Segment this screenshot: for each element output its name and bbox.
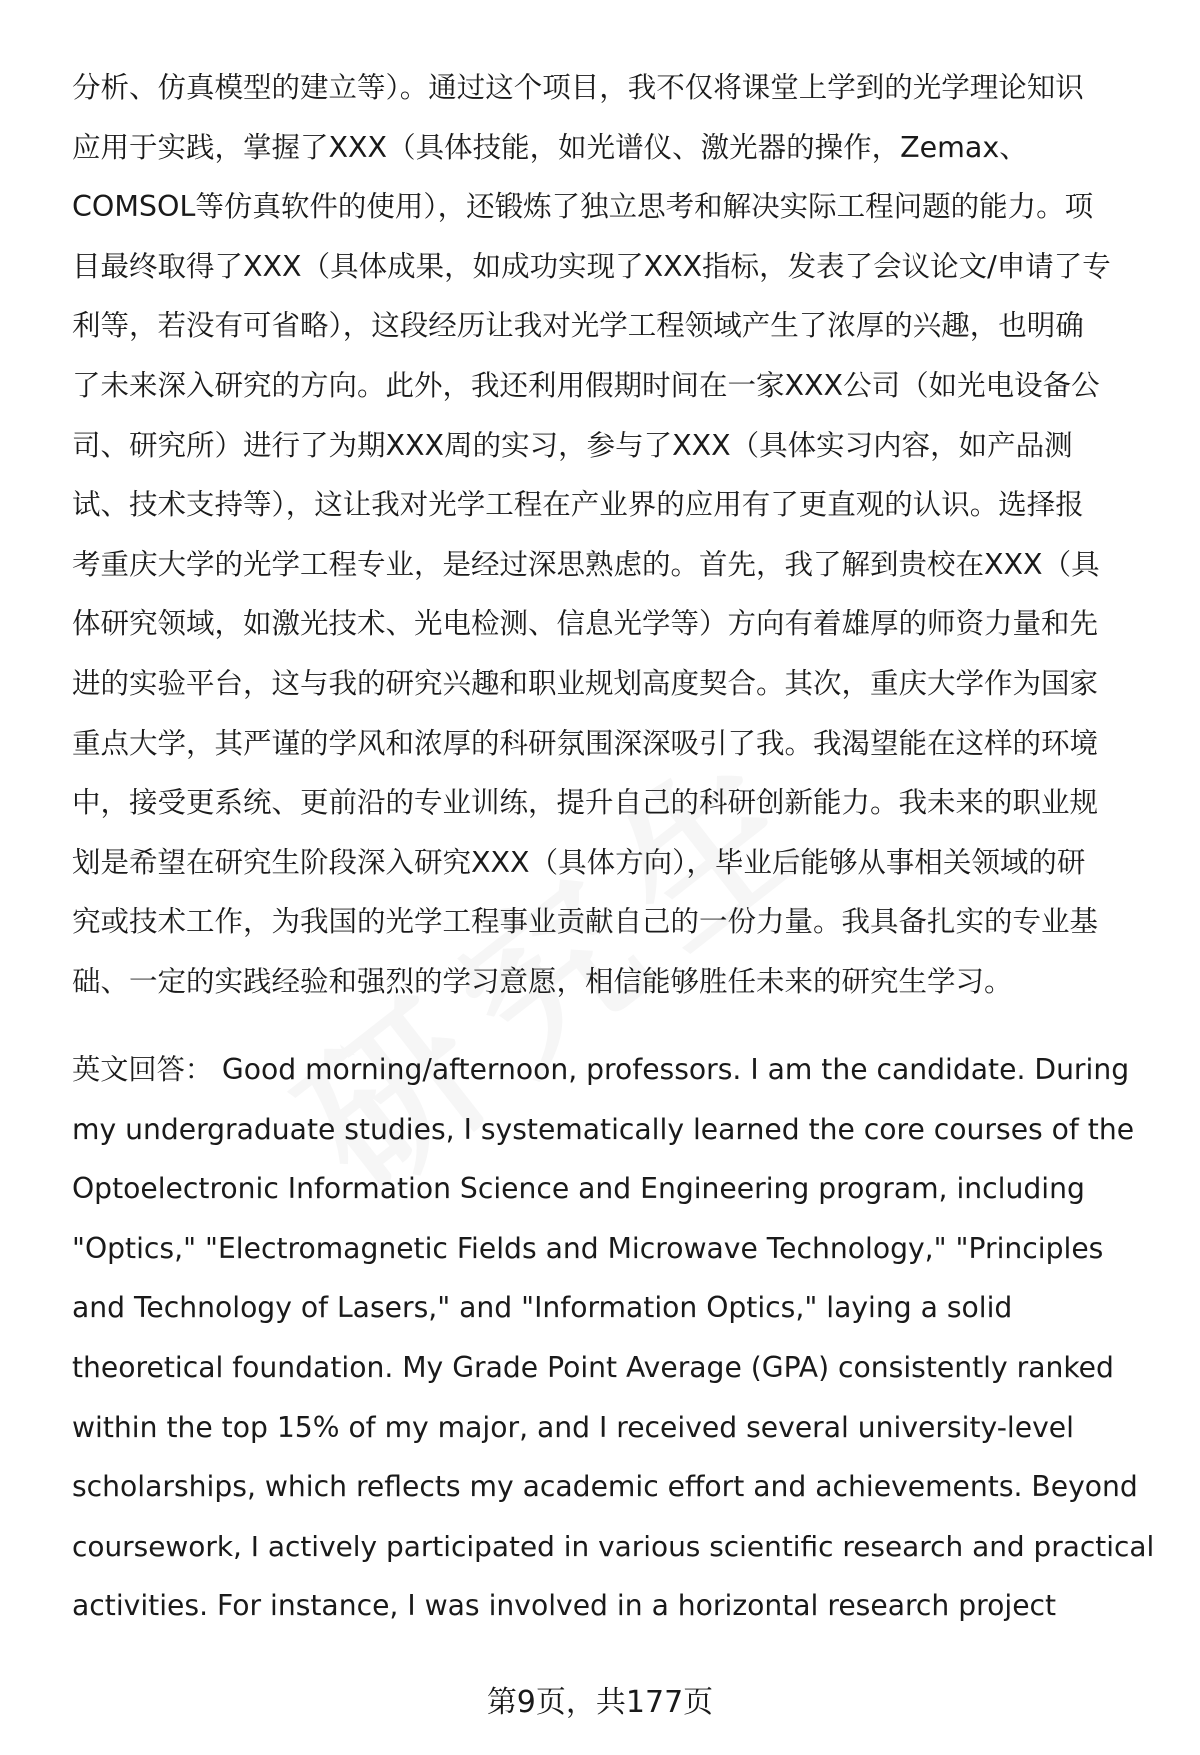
text-line: 试、技术支持等），这让我对光学工程在产业界的应用有了更直观的认识。选择报 (72, 488, 1084, 522)
text-line: scholarships, which reflects my academic effort and achievements. Beyond (72, 1470, 1138, 1504)
text-line: 础、一定的实践经验和强烈的学习意愿，相信能够胜任未来的研究生学习。 (72, 964, 1013, 998)
text-line: COMSOL等仿真软件的使用），还锻炼了独立思考和解决实际工程问题的能力。项 (72, 190, 1094, 224)
text-line: theoretical foundation. My Grade Point Average (GPA) consistently ranked (72, 1350, 1114, 1384)
text-line: 中，接受更系统、更前沿的专业训练，提升自己的科研创新能力。我未来的职业规 (72, 786, 1099, 820)
text-line: 重点大学，其严谨的学风和浓厚的科研氛围深深吸引了我。我渴望能在这样的环境 (72, 726, 1099, 760)
text-line: 目最终取得了XXX（具体成果，如成功实现了XXX指标，发表了会议论文/申请了专 (72, 249, 1111, 283)
text-line: 利等，若没有可省略），这段经历让我对光学工程领域产生了浓厚的兴趣，也明确 (72, 309, 1084, 343)
text-line: 分析、仿真模型的建立等）。通过这个项目，我不仅将课堂上学到的光学理论知识 (72, 71, 1084, 104)
text-line: 究或技术工作，为我国的光学工程事业贡献自己的一份力量。我具备扎实的专业基 (72, 905, 1099, 939)
text-line: coursework, I actively participated in various scientific research and practical (72, 1529, 1155, 1563)
text-line: 划是希望在研究生阶段深入研究XXX（具体方向），毕业后能够从事相关领域的研 (72, 845, 1086, 879)
text-line: 体研究领域，如激光技术、光电检测、信息光学等）方向有着雄厚的师资力量和先 (72, 607, 1099, 641)
chinese-answer-paragraph (72, 58, 1162, 1012)
text-line: my undergraduate studies, I systematically learned the core courses of the (72, 1112, 1135, 1146)
english-answer-paragraph (72, 1040, 1162, 1636)
text-line: 英文回答： Good morning/afternoon, professors. I am the candidate. During (72, 1053, 1130, 1086)
text-line: 了未来深入研究的方向。此外，我还利用假期时间在一家XXX公司（如光电设备公 (72, 368, 1100, 402)
page-number-footer: 第9页，共177页 (486, 1685, 714, 1720)
text-line: Optoelectronic Information Science and Engineering program, including (72, 1172, 1085, 1206)
text-line: 考重庆大学的光学工程专业，是经过深思熟虑的。首先，我了解到贵校在XXX（具 (72, 547, 1100, 581)
text-line: within the top 15% of my major, and I received several university-level (72, 1410, 1074, 1444)
text-line: 司、研究所）进行了为期XXX周的实习，参与了XXX（具体实习内容，如产品测 (72, 428, 1073, 462)
text-line: and Technology of Lasers," and "Information Optics," laying a solid (72, 1291, 1013, 1325)
text-line: "Optics," "Electromagnetic Fields and Microwave Technology," "Principles (72, 1231, 1104, 1265)
text-line: activities. For instance, I was involved in a horizontal research project (72, 1589, 1057, 1623)
text-line: 进的实验平台，这与我的研究兴趣和职业规划高度契合。其次，重庆大学作为国家 (72, 666, 1099, 700)
text-line: 应用于实践，掌握了XXX（具体技能，如光谱仪、激光器的操作，Zemax、 (72, 130, 1028, 164)
